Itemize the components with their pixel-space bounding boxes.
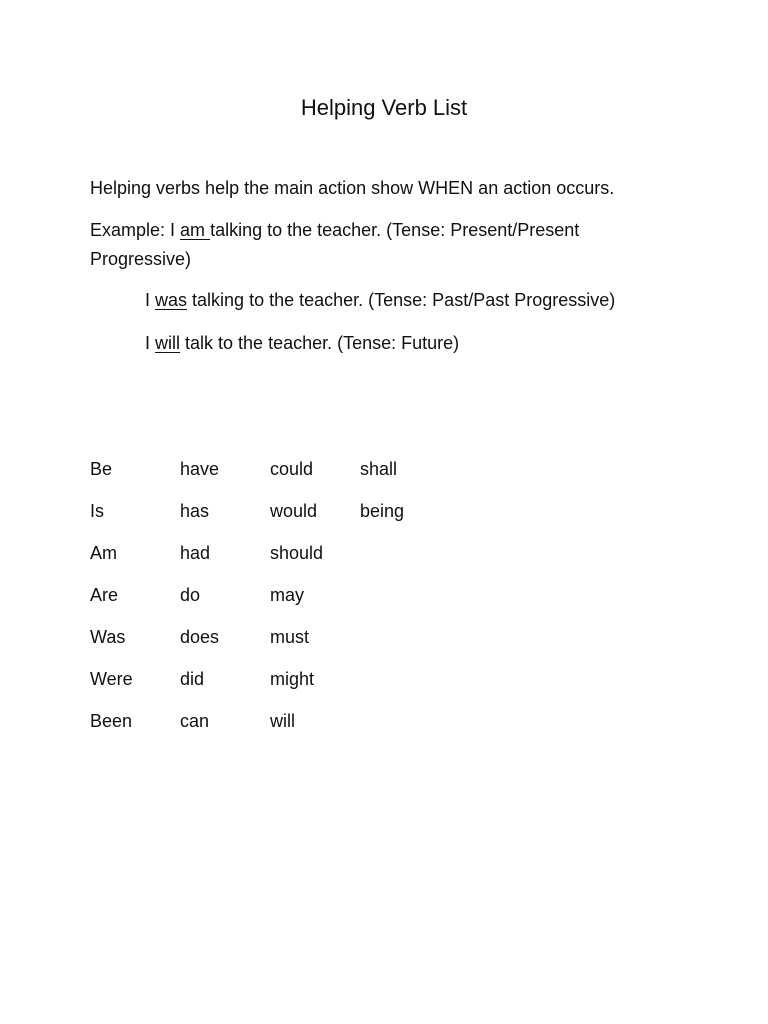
verb-column: [180, 455, 270, 749]
verb-list-table: [90, 455, 450, 749]
verb-column: [360, 455, 450, 749]
verb-column: [270, 455, 360, 749]
example-past-prefix: I: [145, 290, 156, 310]
example-future-verb: will: [155, 333, 181, 353]
verb-cell: being: [360, 501, 405, 521]
verb-cell: may: [270, 585, 305, 605]
verb-cell: Am: [90, 543, 117, 563]
example-past: [145, 286, 705, 315]
verb-cell: Been: [90, 711, 133, 731]
verb-cell: had: [180, 543, 211, 563]
verb-cell: will: [270, 711, 295, 731]
verb-cell: Was: [90, 627, 126, 647]
verb-cell: Are: [90, 585, 119, 605]
verb-cell: Is: [90, 501, 105, 521]
intro-paragraph: Helping verbs help the main action show WHEN an action occurs.: [90, 178, 615, 198]
example-past-rest: talking to the teacher. (Tense: Past/Past Progressive): [187, 290, 616, 310]
verb-column: [90, 455, 180, 749]
example-present: [90, 216, 650, 274]
verb-cell: Were: [90, 669, 133, 689]
verb-cell: do: [180, 585, 201, 605]
example-future-prefix: I: [145, 333, 156, 353]
verb-cell: has: [180, 501, 210, 521]
verb-cell: does: [180, 627, 220, 647]
verb-cell: might: [270, 669, 315, 689]
example-future: [145, 329, 705, 358]
verb-cell: have: [180, 459, 220, 479]
page-title: Helping Verb List: [300, 95, 468, 120]
example-future-rest: talk to the teacher. (Tense: Future): [180, 333, 460, 353]
verb-cell: must: [270, 627, 310, 647]
verb-cell: could: [270, 459, 314, 479]
example-past-verb: was: [155, 290, 188, 310]
verb-cell: would: [270, 501, 318, 521]
verb-cell: should: [270, 543, 324, 563]
example-present-prefix: Example: I: [90, 220, 181, 240]
example-present-verb: am: [180, 220, 211, 240]
verb-cell: Be: [90, 459, 113, 479]
example-present-rest: talking to the teacher. (Tense: Present/Present Progressive): [90, 220, 580, 269]
verb-cell: can: [180, 711, 210, 731]
verb-cell: did: [180, 669, 205, 689]
verb-cell: shall: [360, 459, 398, 479]
